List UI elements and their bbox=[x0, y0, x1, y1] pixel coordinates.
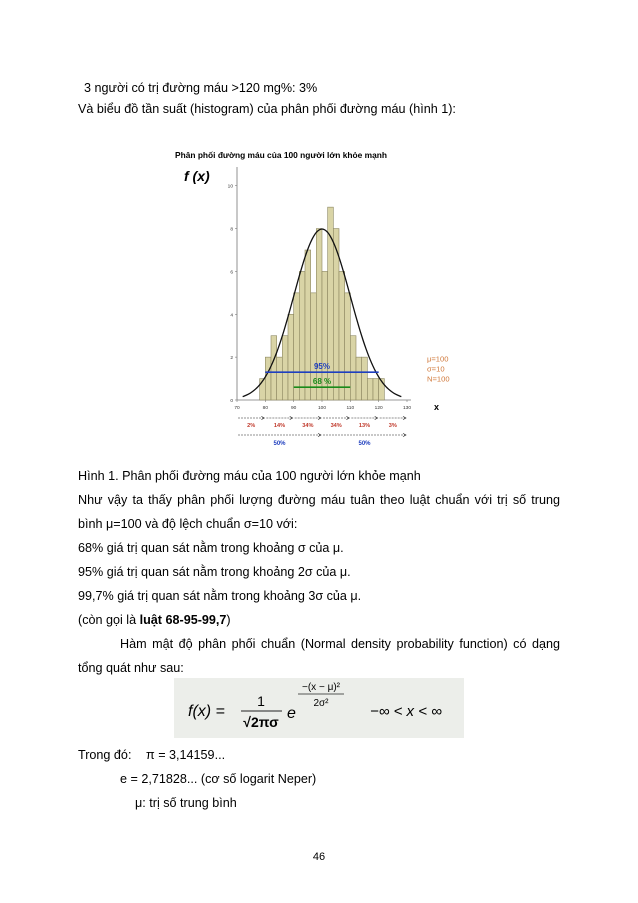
paragraph-2-line-2: tổng quát như sau: bbox=[78, 661, 184, 675]
histogram-bar bbox=[339, 271, 345, 400]
formula-lhs: f(x) = bbox=[188, 703, 225, 720]
y-tick-label: 2 bbox=[230, 356, 233, 362]
where-label: Trong đó: bbox=[78, 748, 132, 762]
rule-68: 68% giá trị quan sát nằm trong khoảng σ của μ. bbox=[78, 541, 344, 555]
plot-area bbox=[228, 167, 450, 447]
y-tick-label: 10 bbox=[227, 184, 233, 190]
formula-denominator: √2πσ bbox=[243, 714, 279, 730]
rule-name-prefix: (còn gọi là bbox=[78, 613, 140, 627]
stats-legend-item: N=100 bbox=[427, 374, 450, 384]
histogram-bar bbox=[305, 250, 311, 400]
formula-graphic bbox=[174, 678, 464, 738]
rule-95: 95% giá trị quan sát nằm trong khoảng 2σ của μ. bbox=[78, 565, 351, 579]
histogram-figure bbox=[170, 140, 460, 458]
y-tick-label: 0 bbox=[230, 399, 233, 404]
x-axis-label: x bbox=[434, 402, 440, 412]
x-tick-label: 70 bbox=[234, 406, 240, 411]
histogram-bar bbox=[282, 336, 288, 400]
segment-label: 2% bbox=[247, 423, 256, 429]
histogram-bar bbox=[373, 379, 379, 400]
segment-label: 34% bbox=[330, 423, 342, 429]
normal-density-formula bbox=[174, 678, 464, 738]
x-tick-label: 110 bbox=[346, 406, 355, 411]
x-tick-label: 100 bbox=[317, 406, 327, 411]
x-tick-label: 130 bbox=[402, 406, 412, 411]
histogram-chart bbox=[170, 140, 460, 458]
mu-definition: μ: trị số trung bình bbox=[135, 796, 237, 810]
rule-name: luật 68-95-99,7 bbox=[139, 613, 227, 627]
histogram-bar bbox=[356, 357, 362, 400]
y-axis-label: f (x) bbox=[184, 168, 210, 184]
stats-legend-item: σ=10 bbox=[427, 364, 445, 374]
rule-name-suffix: ) bbox=[226, 613, 231, 627]
e-definition: e = 2,71828... (cơ số logarit Neper) bbox=[120, 772, 317, 786]
rule-name-line bbox=[78, 612, 231, 628]
histogram-bar bbox=[265, 357, 271, 400]
histogram-bar bbox=[362, 357, 368, 400]
paragraph-1-line-2: bình μ=100 và độ lệch chuẩn σ=10 với: bbox=[78, 517, 298, 531]
x-tick-label: 80 bbox=[262, 406, 269, 411]
y-tick-label: 8 bbox=[230, 227, 233, 233]
formula-domain: −∞ < x < ∞ bbox=[370, 703, 442, 720]
text-line-histogram-intro: Và biểu đồ tần suất (histogram) của phân phối đường máu (hình 1): bbox=[78, 102, 456, 116]
segment-label: 34% bbox=[302, 423, 314, 429]
histogram-bar bbox=[271, 336, 277, 400]
histogram-bar bbox=[288, 314, 294, 400]
rule-997: 99,7% giá trị quan sát nằm trong khoảng 3σ của μ. bbox=[78, 589, 362, 603]
histogram-bar bbox=[345, 293, 351, 400]
segment-label: 3% bbox=[388, 423, 397, 429]
paragraph-1-line-1: Như vậy ta thấy phân phối lượng đường máu tuân theo luật chuẩn với trị số trung bbox=[78, 493, 560, 507]
paragraph-2-line-1: Hàm mật độ phân phối chuẩn (Normal density probability function) có dạng bbox=[120, 637, 560, 651]
exponent-denominator: 2σ² bbox=[313, 698, 329, 709]
formula-base: e bbox=[287, 705, 296, 722]
histogram-bar bbox=[294, 293, 300, 400]
histogram-bar bbox=[350, 336, 356, 400]
segment-label: 14% bbox=[273, 423, 286, 429]
histogram-bar bbox=[316, 229, 322, 400]
page-number: 46 bbox=[312, 851, 326, 863]
band-68-label: 68 % bbox=[312, 377, 332, 387]
histogram-bar bbox=[367, 379, 373, 400]
formula-numerator: 1 bbox=[257, 693, 265, 709]
band-95-label: 95% bbox=[313, 362, 331, 372]
figure-caption: Hình 1. Phân phối đường máu của 100 người lớn khỏe mạnh bbox=[78, 469, 421, 483]
half-label: 50% bbox=[273, 441, 286, 447]
text-line-high-group: 3 người có trị đường máu >120 mg%: 3% bbox=[84, 81, 318, 95]
chart-title: Phân phối đường máu của 100 người lớn khỏe mạnh bbox=[175, 150, 387, 160]
x-tick-label: 120 bbox=[374, 406, 383, 411]
histogram-bar bbox=[299, 271, 305, 400]
y-tick-label: 4 bbox=[230, 313, 233, 319]
stats-legend-item: μ=100 bbox=[427, 354, 449, 364]
x-tick-label: 90 bbox=[290, 406, 297, 411]
exponent-numerator: −(x − μ)² bbox=[302, 682, 340, 693]
histogram-bar bbox=[277, 357, 283, 400]
segment-label: 13% bbox=[358, 423, 371, 429]
half-label: 50% bbox=[358, 441, 371, 447]
pi-definition: π = 3,14159... bbox=[146, 748, 226, 762]
y-tick-label: 6 bbox=[230, 270, 233, 276]
